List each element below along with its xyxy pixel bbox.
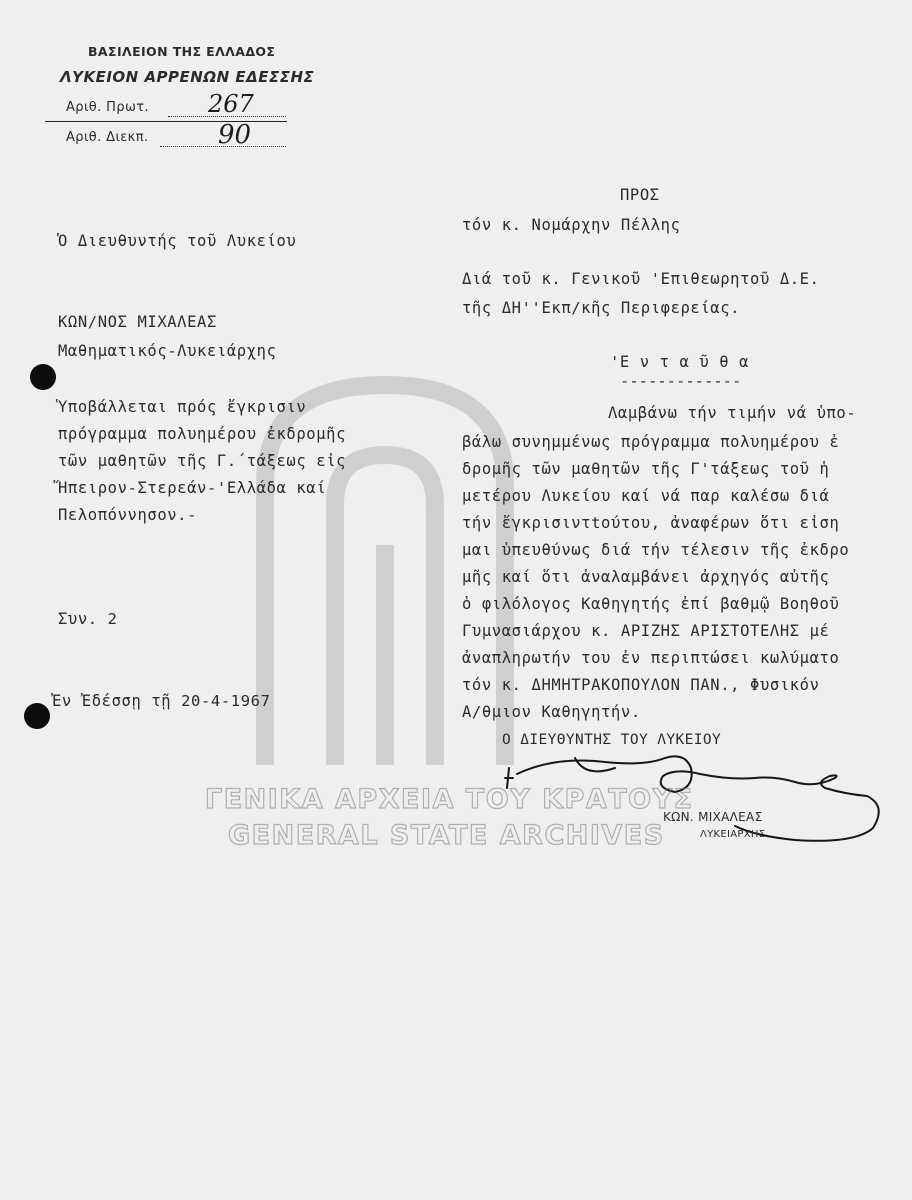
- body-line: Λαμβάνω τήν τιμήν νά ὑπο-: [608, 404, 857, 422]
- subject-line: Ὑποβάλλεται πρός ἔγκρισιν: [58, 398, 307, 416]
- body-line: ἀναπληρωτήν του ἐν περιπτώσει κωλύματο: [462, 649, 840, 667]
- sender-name: ΚΩΝ/ΝΟΣ ΜΙΧΑΛΕΑΣ: [58, 313, 217, 331]
- sender-title: Ὁ Διευθυντής τοῦ Λυκείου: [58, 232, 297, 250]
- stamp-protocol-label: Αριθ. Πρωτ.: [66, 100, 150, 115]
- stamp-school: ΛΥΚΕΙΟΝ ΑΡΡΕΝΩΝ ΕΔΕΣΣΗΣ: [60, 68, 315, 86]
- recipient-to: τόν κ. Νομάρχην Πέλλης: [462, 216, 681, 234]
- body-line: μῆς καί ὅτι ἀναλαμβάνει ἀρχηγός αὐτῆς: [462, 568, 830, 586]
- sender-role: Μαθηματικός-Λυκειάρχης: [58, 342, 277, 360]
- closing-title: Ο ΔΙΕΥΘΥΝΤΗΣ ΤΟΥ ΛΥΚΕΙΟΥ: [502, 732, 722, 748]
- recipient-pros: ΠΡΟΣ: [620, 186, 660, 204]
- punch-hole-bottom: [24, 703, 50, 729]
- place-date: Ἐν Ἐδέσσῃ τῇ 20-4-1967: [52, 692, 271, 710]
- subject-line: τῶν μαθητῶν τῆς Γ.΄τάξεως εἰς: [58, 452, 347, 470]
- body-line: μαι ὑπευθύνως διά τήν τέλεσιν τῆς ἐκδρο: [462, 541, 850, 559]
- subject-line: πρόγραμμα πολυημέρου ἐκδρομῆς: [58, 425, 347, 443]
- punch-hole-top: [30, 364, 56, 390]
- body-line: Α/θμιον Καθηγητήν.: [462, 703, 641, 721]
- stamp-diekp-label: Αριθ. Διεκπ.: [66, 130, 149, 145]
- stamp-kingdom: ΒΑΣΙΛΕΙΟΝ ΤΗΣ ΕΛΛΑΔΟΣ: [88, 44, 276, 59]
- body-heading-underline: -------------: [620, 372, 742, 390]
- body-line: δρομῆς τῶν μαθητῶν τῆς Γ'τάξεως τοῦ ἡ: [462, 460, 830, 478]
- closing-role: ΛΥΚΕΙΑΡΧΗΣ: [700, 829, 766, 840]
- recipient-via-line2: τῆς ΔΗ''Εκπ/κῆς Περιφερείας.: [462, 299, 741, 317]
- stamp-diekp-number: 90: [218, 120, 252, 150]
- subject-line: Ἤπειρον-Στερεάν-'Ελλάδα καί: [58, 479, 327, 497]
- closing-name: ΚΩΝ. ΜΙΧΑΛΕΑΣ: [663, 810, 763, 824]
- body-line: βάλω συνημμένως πρόγραμμα πολυημέρου ἐ: [462, 433, 840, 451]
- subject-line: Πελοπόννησον.-: [58, 506, 198, 524]
- body-line: ὁ φιλόλογος Καθηγητής ἐπί βαθμῷ Βοηθοῦ: [462, 595, 840, 613]
- stamp-protocol-number: 267: [208, 90, 254, 118]
- recipient-via-line1: Διά τοῦ κ. Γενικοῦ 'Επιθεωρητοῦ Δ.Ε.: [462, 270, 820, 288]
- body-heading: 'Ε ν τ α ῦ θ α: [610, 353, 750, 371]
- watermark-english: GENERAL STATE ARCHIVES: [228, 820, 665, 851]
- attachments: Συν. 2: [58, 610, 118, 628]
- watermark-greek: ΓΕΝΙΚΑ ΑΡΧΕΙΑ ΤΟΥ ΚΡΑΤΟΥΣ: [205, 784, 694, 815]
- body-line: τήν ἔγκρισιντtούτου, ἀναφέρων ὅτι εἰση: [462, 514, 840, 532]
- body-line: Γυμνασιάρχου κ. ΑΡΙΖΗΣ ΑΡΙΣΤΟΤΕΛΗΣ μέ: [462, 622, 830, 640]
- body-line: τόν κ. ΔΗΜΗΤΡΑΚΟΠΟΥΛΟΝ ΠΑΝ., Φυσικόν: [462, 676, 820, 694]
- body-line: μετέρου Λυκείου καί νά παρ καλέσω διά: [462, 487, 830, 505]
